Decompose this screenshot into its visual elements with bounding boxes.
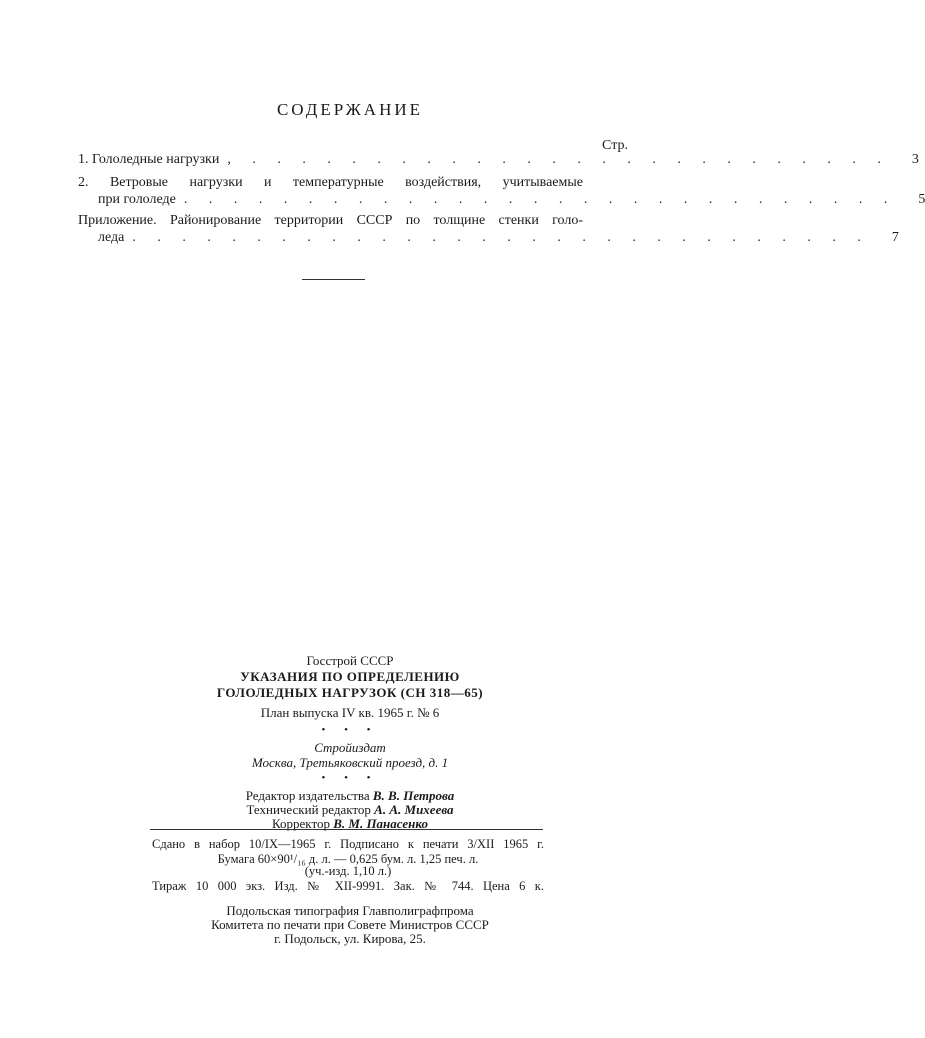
- toc-entry-text-line2: леда: [98, 230, 125, 245]
- credit-editor: Редактор издательства В. В. Петрова: [245, 788, 455, 803]
- imprint-org: Госстрой СССР: [306, 653, 394, 668]
- leader-dots: , . . . . . . . . . . . . . . . . . . . . . . . . . .: [227, 152, 890, 167]
- toc-entry-page: 3: [911, 152, 919, 167]
- printer-line1: Подольская типография Главполиграфпрома: [226, 903, 474, 918]
- toc-title: СОДЕРЖАНИЕ: [276, 100, 424, 119]
- toc-entry-page: 5: [918, 192, 925, 207]
- print-info-line3: (уч.-изд. 1,10 л.): [304, 864, 392, 878]
- section-divider: [302, 279, 365, 280]
- toc-entry-text-line1: Приложение. Районирование территории СССР по толщине стенки голо-: [78, 213, 583, 228]
- imprint-title-line1: УКАЗАНИЯ ПО ОПРЕДЕЛЕНИЮ: [240, 669, 460, 684]
- print-info-line2: Бумага 60×90¹/₁₆ д. л. — 0,625 бум. л. 1,25 печ. л.: [217, 852, 479, 866]
- toc-entry-2[interactable]: [78, 174, 925, 208]
- leader-dots: . . . . . . . . . . . . . . . . . . . . . . . . . . . . . .: [132, 230, 870, 245]
- separator-stars: • • •: [321, 724, 379, 736]
- print-info: [152, 837, 544, 894]
- credit-tech-editor: Технический редактор А. А. Михеева: [246, 802, 454, 817]
- toc-entry-text-line2: при гололеде: [98, 192, 176, 207]
- printer-line3: г. Подольск, ул. Кирова, 25.: [274, 931, 426, 946]
- toc-entry-page: 7: [891, 230, 899, 245]
- imprint-address: Москва, Третьяковский проезд, д. 1: [251, 755, 449, 770]
- toc-entry-text-line1: Ветровые нагрузки и температурные воздействия, учитываемые: [109, 175, 583, 190]
- leader-dots: . . . . . . . . . . . . . . . . . . . . . . . . . . . . .: [183, 192, 897, 207]
- toc-entry-text: Гололедные нагрузки: [92, 152, 220, 167]
- imprint-title-line2: ГОЛОЛЕДНЫХ НАГРУЗОК (СН 318—65): [216, 685, 484, 700]
- credit-corrector: Корректор В. М. Панасенко: [272, 816, 428, 831]
- imprint-publisher: Стройиздат: [314, 740, 386, 755]
- toc-entry-number: 2.: [78, 175, 89, 190]
- page-column-header: Стр.: [602, 138, 628, 153]
- separator-stars: • • •: [321, 772, 379, 784]
- print-info-line1: Сдано в набор 10/IX—1965 г. Подписано к печати 3/XII 1965 г.: [152, 837, 544, 851]
- toc-entry-number: 1.: [78, 152, 89, 167]
- printer-line2: Комитета по печати при Совете Министров СССР: [211, 917, 489, 932]
- imprint-divider: [150, 829, 543, 830]
- toc-entry-1[interactable]: [78, 151, 919, 168]
- imprint-plan: План выпуска IV кв. 1965 г. № 6: [260, 705, 440, 720]
- toc-entry-3[interactable]: [78, 212, 899, 246]
- print-info-line4: Тираж 10 000 экз. Изд. № XII-9991. Зак. № 744. Цена 6 к.: [152, 879, 544, 893]
